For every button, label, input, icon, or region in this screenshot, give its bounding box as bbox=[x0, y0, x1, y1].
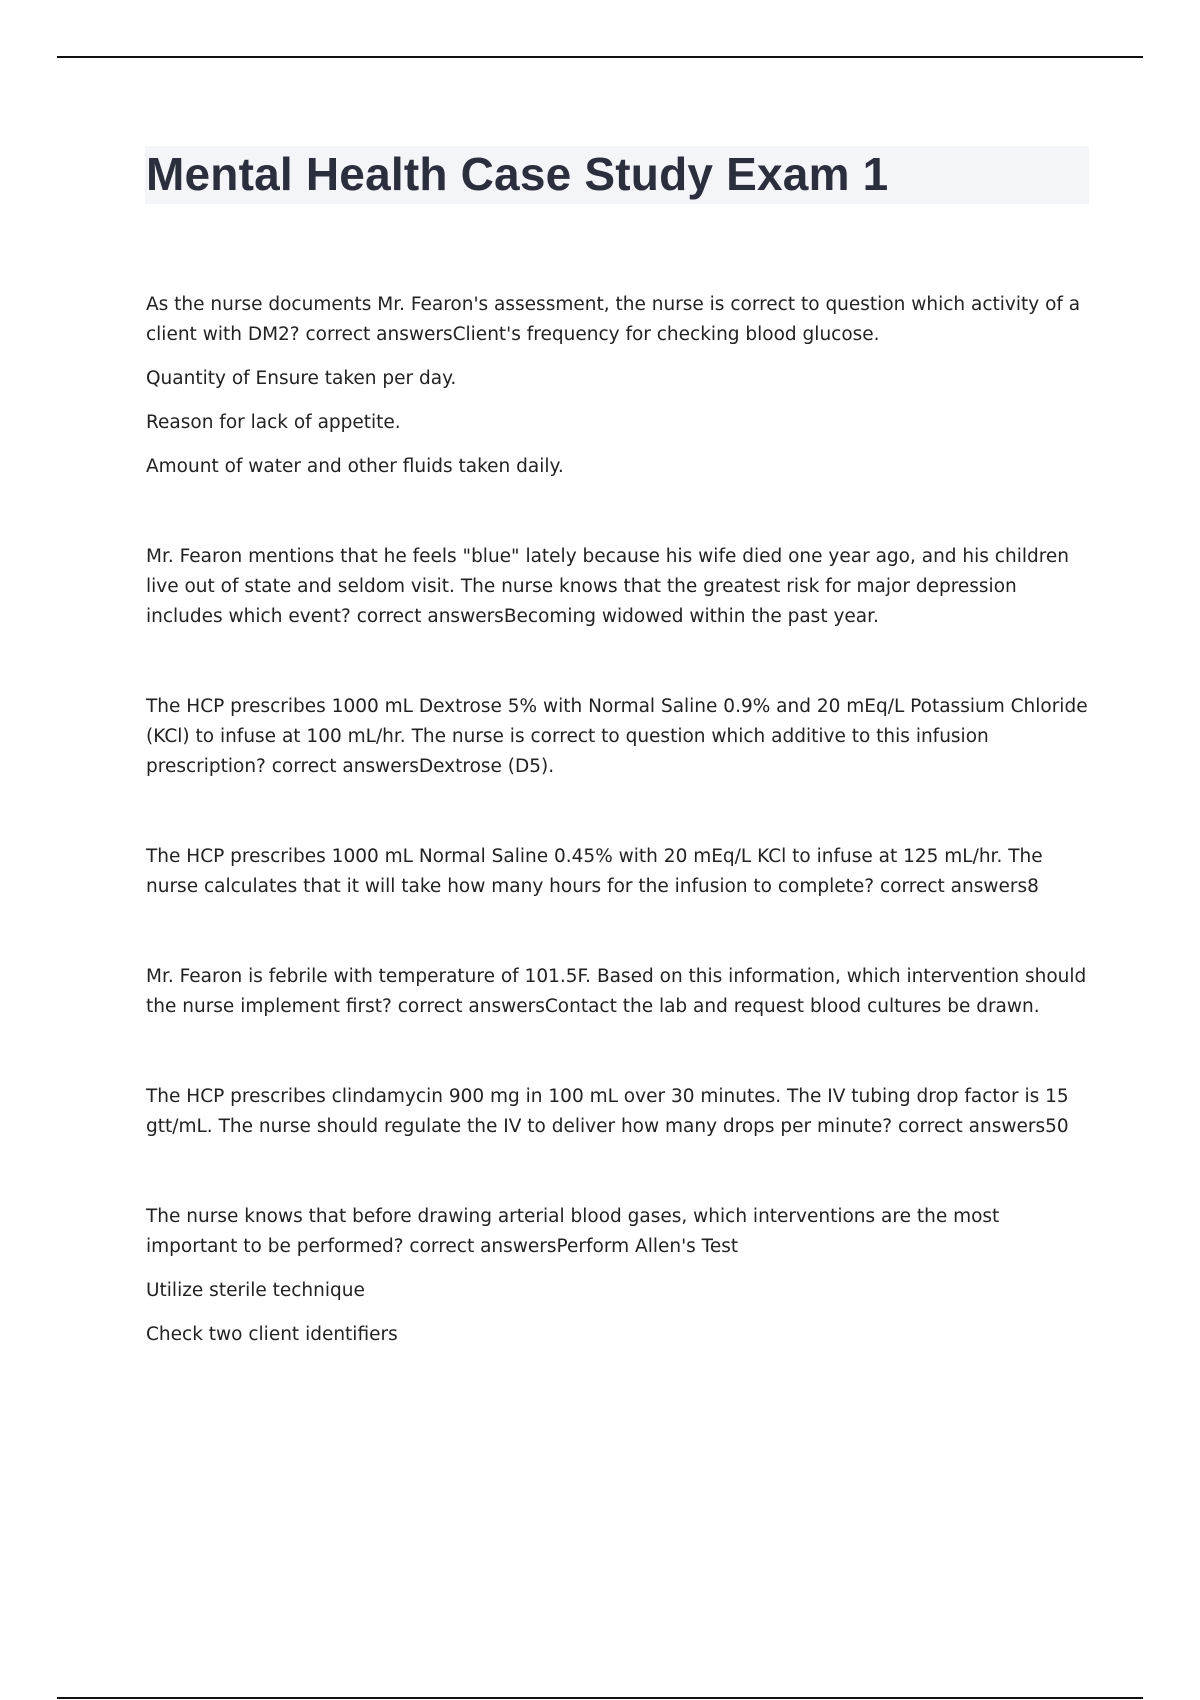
answer-option: Utilize sterile technique bbox=[146, 1280, 365, 1301]
question-text: Mr. Fearon is febrile with temperature of 101.5F. Based on this information, which intervention should the nurse implement first? correct answersContact the lab and request blood cultures be drawn. bbox=[146, 966, 1087, 1017]
question-block-2 bbox=[146, 542, 1090, 632]
question-block-6 bbox=[146, 1082, 1090, 1142]
question-block-7 bbox=[146, 1202, 1090, 1350]
question-block-5 bbox=[146, 962, 1090, 1022]
question-text: As the nurse documents Mr. Fearon's assessment, the nurse is correct to question which activity of a client with DM2? correct answersClient's frequency for checking blood glucose. bbox=[146, 294, 1081, 345]
answer-option: Check two client identifiers bbox=[146, 1324, 398, 1345]
question-text: The HCP prescribes 1000 mL Normal Saline 0.45% with 20 mEq/L KCl to infuse at 125 mL/hr. The nurse calculates that it will take how many hours for the infusion to complete? correct answers8 bbox=[146, 846, 1043, 897]
question-block-4 bbox=[146, 842, 1090, 902]
question-text: The HCP prescribes 1000 mL Dextrose 5% with Normal Saline 0.9% and 20 mEq/L Potassium Chloride (KCl) to infuse at 100 mL/hr. The nurse is correct to question which additive to this infusion prescription? correct answersDextrose (D5). bbox=[146, 696, 1088, 777]
document-body bbox=[146, 290, 1090, 1410]
top-rule bbox=[57, 56, 1143, 58]
question-block-1 bbox=[146, 290, 1090, 482]
answer-option: Amount of water and other fluids taken daily. bbox=[146, 456, 564, 477]
bottom-rule bbox=[57, 1697, 1143, 1699]
answer-option: Reason for lack of appetite. bbox=[146, 412, 401, 433]
question-block-3 bbox=[146, 692, 1090, 782]
question-text: The HCP prescribes clindamycin 900 mg in 100 mL over 30 minutes. The IV tubing drop factor is 15 gtt/mL. The nurse should regulate the IV to deliver how many drops per minute? correct answers50 bbox=[146, 1086, 1069, 1137]
answer-option: Quantity of Ensure taken per day. bbox=[146, 368, 457, 389]
question-text: The nurse knows that before drawing arterial blood gases, which interventions are the most important to be performed? correct answersPerform Allen's Test bbox=[146, 1206, 1000, 1257]
question-text: Mr. Fearon mentions that he feels "blue" lately because his wife died one year ago, and his children live out of state and seldom visit. The nurse knows that the greatest risk for major depression includes which event? correct answersBecoming widowed within the past year. bbox=[146, 546, 1070, 627]
page-title: Mental Health Case Study Exam 1 bbox=[146, 148, 889, 200]
